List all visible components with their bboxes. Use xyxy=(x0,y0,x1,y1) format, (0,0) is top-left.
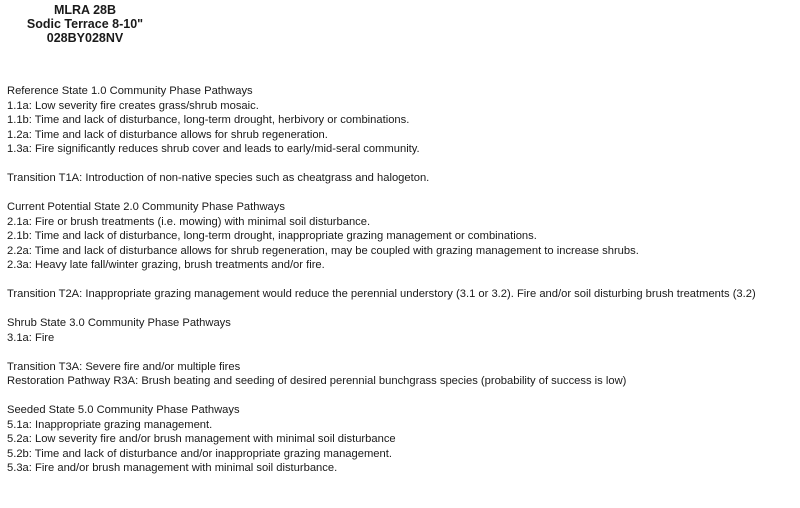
transition-t2a-section xyxy=(7,287,793,302)
pathway-line: 5.3a: Fire and/or brush management with minimal soil disturbance. xyxy=(7,462,338,474)
transition-t3a-section xyxy=(7,360,793,389)
pathway-line: 2.1b: Time and lack of disturbance, long-term drought, inappropriate grazing management or combinations. xyxy=(7,230,537,242)
pathway-line: 2.3a: Heavy late fall/winter grazing, brush treatments and/or fire. xyxy=(7,259,325,271)
seeded-state-section xyxy=(7,403,793,476)
transition-line: Transition T2A: Inappropriate grazing management would reduce the perennial understory (3.1 or 3.2). Fire and/or soil disturbing brush treatments (3.2) xyxy=(7,288,756,300)
pathway-line: 3.1a: Fire xyxy=(7,331,55,344)
transition-line: Transition T3A: Severe fire and/or multiple fires xyxy=(7,360,241,373)
mlra-title: MLRA 28B xyxy=(53,3,117,17)
document-header xyxy=(10,3,160,45)
reference-state-section xyxy=(7,84,793,157)
pathway-line: 1.1a: Low severity fire creates grass/shrub mosaic. xyxy=(7,99,259,112)
transition-line: Transition T1A: Introduction of non-native species such as cheatgrass and halogeton. xyxy=(7,172,430,184)
transition-t1a-section xyxy=(7,171,793,186)
site-name: Sodic Terrace 8-10" xyxy=(26,17,144,31)
restoration-line: Restoration Pathway R3A: Brush beating and seeding of desired perennial bunchgrass species (probability of success is low) xyxy=(7,375,627,387)
section-heading: Current Potential State 2.0 Community Phase Pathways xyxy=(7,201,285,213)
pathway-line: 2.2a: Time and lack of disturbance allows for shrub regeneration, may be coupled with grazing management to increase shrubs. xyxy=(7,244,639,257)
section-heading: Reference State 1.0 Community Phase Pathways xyxy=(7,85,253,97)
site-id: 028BY028NV xyxy=(46,31,124,45)
pathway-line: 5.1a: Inappropriate grazing management. xyxy=(7,418,213,431)
pathway-line: 1.2a: Time and lack of disturbance allows for shrub regeneration. xyxy=(7,128,328,141)
pathway-line: 1.1b: Time and lack of disturbance, long-term drought, herbivory or combinations. xyxy=(7,114,410,126)
current-potential-state-section xyxy=(7,200,793,273)
pathway-line: 5.2a: Low severity fire and/or brush management with minimal soil disturbance xyxy=(7,433,396,445)
section-heading: Seeded State 5.0 Community Phase Pathways xyxy=(7,404,240,416)
pathway-line: 2.1a: Fire or brush treatments (i.e. mowing) with minimal soil disturbance. xyxy=(7,215,371,228)
document-body xyxy=(7,84,793,490)
section-heading: Shrub State 3.0 Community Phase Pathways xyxy=(7,317,231,329)
shrub-state-section xyxy=(7,316,793,345)
pathway-line: 1.3a: Fire significantly reduces shrub cover and leads to early/mid-seral community. xyxy=(7,143,420,155)
pathway-line: 5.2b: Time and lack of disturbance and/or inappropriate grazing management. xyxy=(7,447,392,460)
